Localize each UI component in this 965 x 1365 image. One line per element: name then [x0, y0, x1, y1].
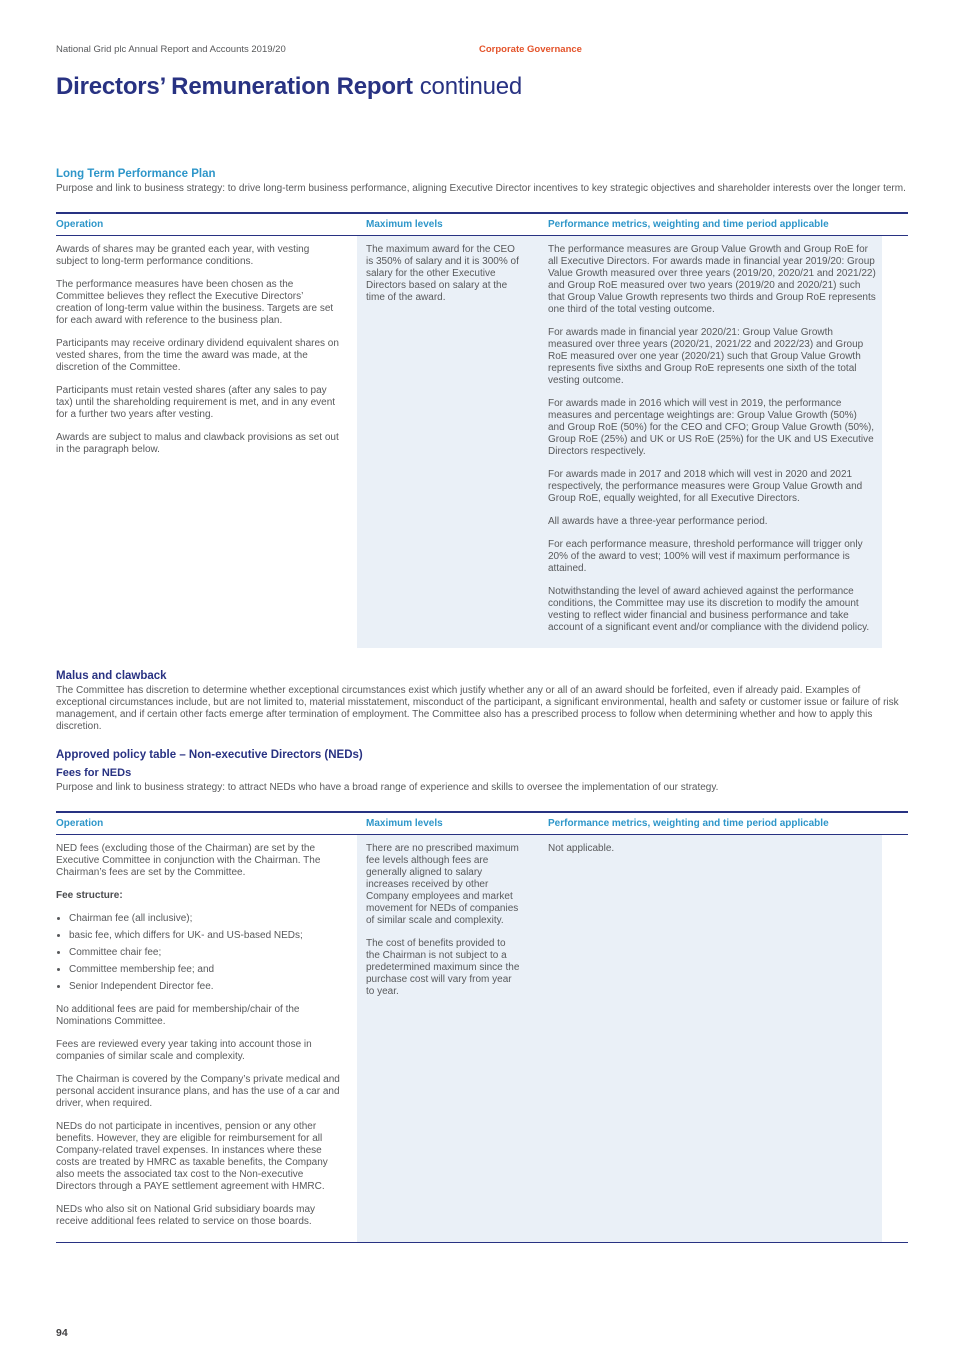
neds-cell-maximum-levels — [357, 835, 548, 1242]
report-identifier: National Grid plc Annual Report and Accounts 2019/20 — [56, 44, 286, 55]
neds-cell-performance-metrics — [548, 835, 882, 1242]
page-header — [56, 44, 908, 56]
paragraph: No additional fees are paid for membership/chair of the Nominations Committee. — [56, 1004, 300, 1027]
paragraph: All awards have a three-year performance period. — [548, 516, 768, 527]
malus-heading: Malus and clawback — [56, 670, 167, 682]
ltpp-cell-maximum-levels — [357, 236, 548, 648]
page-number: 94 — [56, 1327, 68, 1339]
ltpp-policy-table — [56, 212, 908, 648]
column-header-operation: Operation — [56, 219, 104, 230]
page-title-main: Directors’ Remuneration Report — [56, 73, 413, 100]
paragraph: The maximum award for the CEO is 350% of salary and it is 300% of salary for the other Executive Directors based on salary at the time of the award. — [366, 244, 519, 303]
paragraph: For awards made in financial year 2020/21: Group Value Growth measured over three years (2020/21, 2021/22 and 2022/23) and Group RoE measured over one year (2020/21) such that Group Value Growth represents five sixths and Group RoE represents one sixth of the total vesting outcome. — [548, 327, 864, 386]
fee-list-item: • Senior Independent Director fee. — [69, 981, 341, 993]
neds-heading: Approved policy table – Non-executive Directors (NEDs) — [56, 749, 363, 761]
paragraph: NEDs do not participate in incentives, pension or any other benefits. However, they are eligible for reimbursement for all Company-related travel expenses. In instances where these costs are treated by HMRC as taxable benefits, the Company also meets the associated tax cost to the Non-executive Directors through a PAYE settlement agreement with HMRC. — [56, 1121, 328, 1192]
column-header-spacer — [882, 813, 908, 834]
paragraph: NED fees (excluding those of the Chairman) are set by the Executive Committee in conjunction with the Chairman. The Chairman’s fees are set by the Committee. — [56, 843, 321, 878]
paragraph: For each performance measure, threshold performance will trigger only 20% of the award to vest; 100% will vest if maximum performance is attained. — [548, 539, 863, 574]
neds-cell-operation — [56, 835, 357, 1242]
fee-structure-label: Fee structure: — [56, 890, 123, 901]
fee-list-item: • Committee membership fee; and — [69, 964, 341, 976]
section-long-term-performance-plan — [56, 167, 908, 648]
ltpp-purpose-text: Purpose and link to business strategy: to drive long-term business performance, aligning Executive Director incentives to key strategic objectives and shareholder interests over the longer term. — [56, 183, 906, 194]
paragraph: Fees are reviewed every year taking into account those in companies of similar scale and complexity. — [56, 1039, 312, 1062]
column-header-spacer — [882, 214, 908, 235]
paragraph: The Chairman is covered by the Company’s private medical and personal accident insurance plans, and has the use of a car and driver, when required. — [56, 1074, 340, 1109]
paragraph: Participants must retain vested shares (after any sales to pay tax) until the shareholding requirement is met, and in any event for a further two years after vesting. — [56, 385, 336, 420]
malus-body-text: The Committee has discretion to determine whether exceptional circumstances exist which justify whether any or all of an award should be forfeited, even if already paid. Examples of exceptional circumstances include, but are not limited to, material misstatement, misconduct of the participant, a significant environmental, health and safety or customer issue or failure of risk management, and if certain other facts emerge after termination of employment. The Committee also has a prescribed process to follow when determining whether and how to apply this discretion. — [56, 685, 899, 732]
ltpp-table-body-row — [56, 236, 908, 648]
neds-policy-table — [56, 811, 908, 1243]
paragraph: The performance measures are Group Value Growth and Group RoE for all Executive Directors. For awards made in financial year 2019/20: Group Value Growth measured over three years (2019/20, 2020/21 and 2021/22) and Group RoE measured over two years (2019/20 and 2020/21) such that Group Value Growth represents two thirds and Group RoE represents one third of the total vesting outcome. — [548, 244, 876, 315]
ltpp-table-header-row — [56, 212, 908, 236]
paragraph: Awards of shares may be granted each year, with vesting subject to long-term performance conditions. — [56, 244, 310, 267]
neds-cell-spacer — [882, 835, 908, 1242]
paragraph: Not applicable. — [548, 843, 615, 854]
ltpp-cell-operation — [56, 236, 357, 648]
paragraph: For awards made in 2016 which will vest in 2019, the performance measures and percentage weightings are: Group Value Growth (50%) and Group RoE (50%) for the CEO and CFO; Group Value Growth (50%), Group RoE (25%) and UK or US RoE (25%) for the UK and US Executive Directors respectively. — [548, 398, 875, 457]
paragraph: There are no prescribed maximum fee levels although fees are generally aligned to salary increases received by other Company employees and market movement for NEDs of companies of similar scale and complexity. — [366, 843, 519, 926]
paragraph: Notwithstanding the level of award achieved against the performance conditions, the Committee may use its discretion to modify the amount vesting to reflect wider financial and business performance and take account of a significant event and/or compliance with the dividend policy. — [548, 586, 870, 633]
fee-list-item: • Committee chair fee; — [69, 947, 341, 959]
ltpp-cell-spacer — [882, 236, 908, 648]
ltpp-cell-performance-metrics — [548, 236, 882, 648]
neds-table-body-row — [56, 835, 908, 1243]
paragraph: Participants may receive ordinary dividend equivalent shares on vested shares, from the time the award was made, at the discretion of the Committee. — [56, 338, 339, 373]
paragraph: The performance measures have been chosen as the Committee believes they reflect the Executive Directors’ creation of long-term value within the business. Targets are set for each award with reference to the business plan. — [56, 279, 334, 326]
column-header-performance-metrics: Performance metrics, weighting and time period applicable — [548, 818, 829, 829]
fee-list-item: • basic fee, which differs for UK- and US-based NEDs; — [69, 930, 341, 942]
section-label: Corporate Governance — [479, 44, 582, 55]
paragraph: Awards are subject to malus and clawback provisions as set out in the paragraph below. — [56, 432, 339, 455]
paragraph: For awards made in 2017 and 2018 which will vest in 2020 and 2021 respectively, the performance measures were Group Value Growth and Group RoE, equally weighted, for all Executive Directors. — [548, 469, 863, 504]
column-header-maximum-levels: Maximum levels — [366, 219, 443, 230]
page-title-suffix: continued — [419, 73, 523, 100]
page-title — [56, 73, 908, 101]
column-header-performance-metrics: Performance metrics, weighting and time period applicable — [548, 219, 829, 230]
fee-structure-list — [56, 913, 341, 993]
section-malus-and-clawback — [56, 669, 908, 733]
neds-purpose-text: Purpose and link to business strategy: to attract NEDs who have a broad range of experience and skills to oversee the implementation of our strategy. — [56, 782, 719, 793]
paragraph: The cost of benefits provided to the Chairman is not subject to a predetermined maximum since the purchase cost will vary from year to year. — [366, 938, 520, 997]
neds-subheading: Fees for NEDs — [56, 767, 132, 779]
column-header-operation: Operation — [56, 818, 104, 829]
section-neds-policy — [56, 748, 908, 1243]
fee-list-item: • Chairman fee (all inclusive); — [69, 913, 341, 925]
column-header-maximum-levels: Maximum levels — [366, 818, 443, 829]
ltpp-heading: Long Term Performance Plan — [56, 168, 216, 180]
neds-table-header-row — [56, 811, 908, 835]
paragraph: NEDs who also sit on National Grid subsidiary boards may receive additional fees related to service on those boards. — [56, 1204, 315, 1227]
